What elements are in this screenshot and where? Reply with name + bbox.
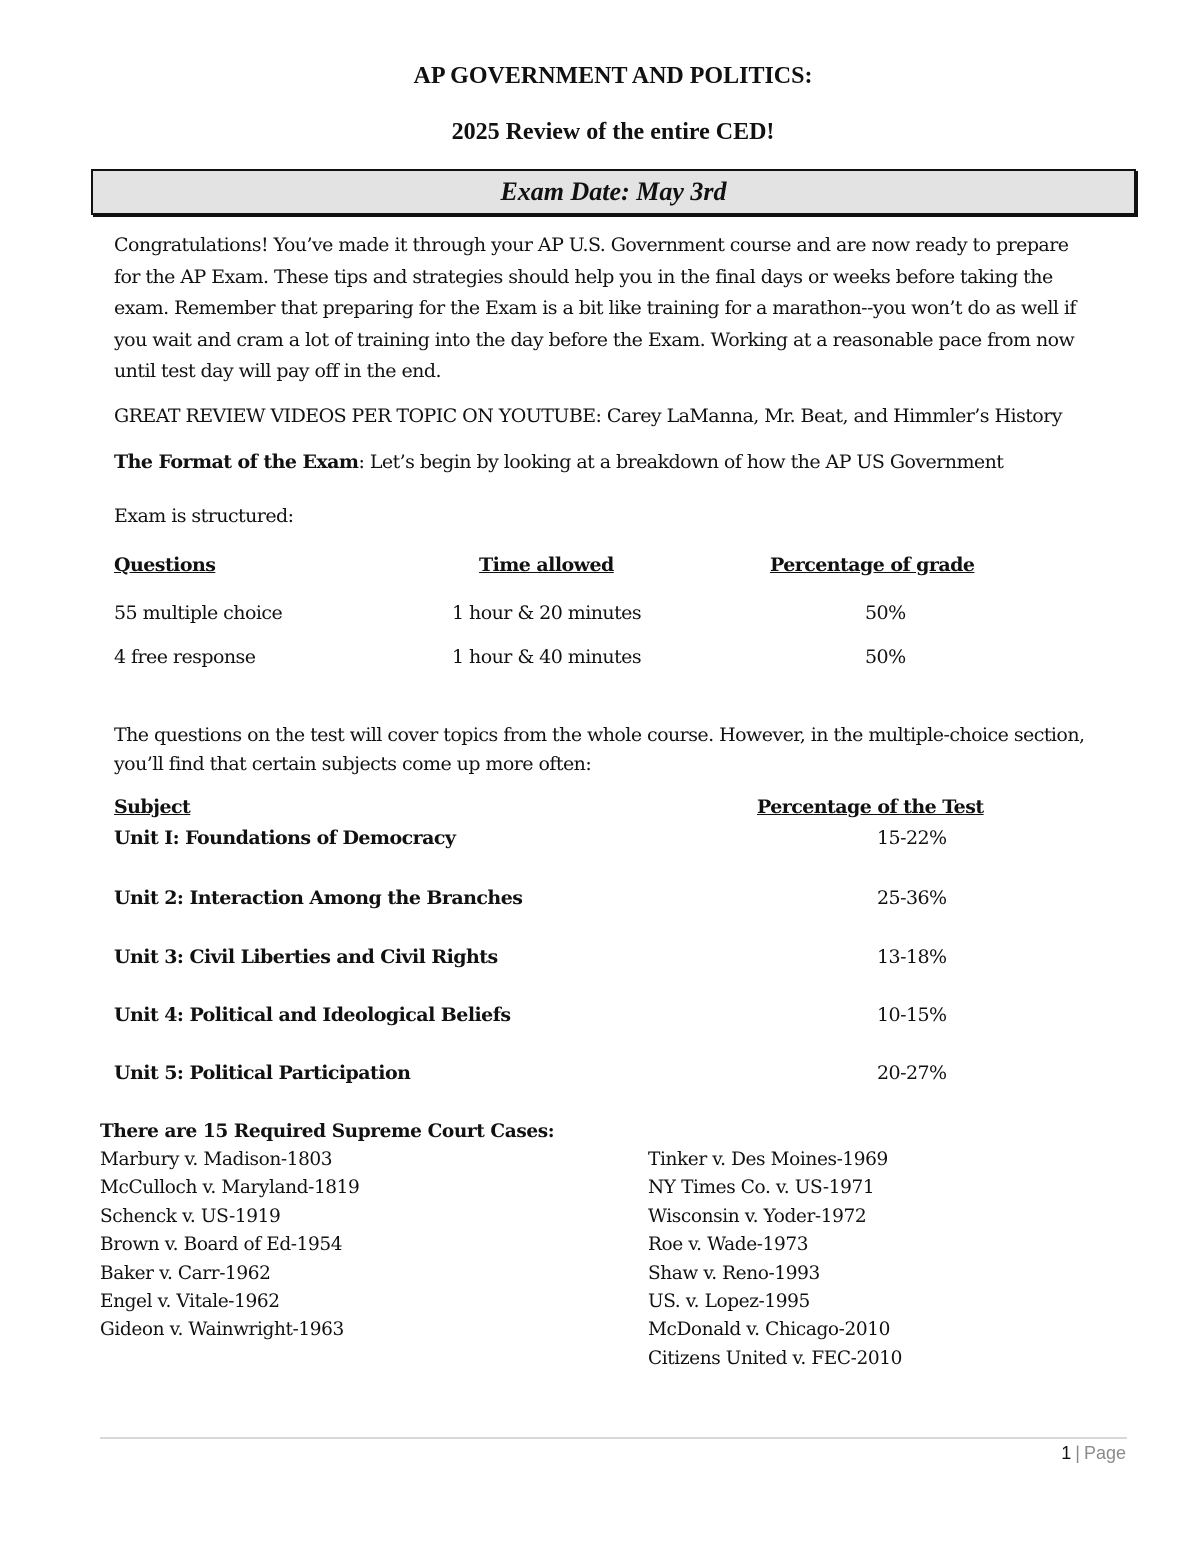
format-line (114, 451, 1003, 473)
exam-date-banner (91, 169, 1136, 215)
case-item: Schenck v. US-1919 (100, 1206, 281, 1227)
case-item: NY Times Co. v. US-1971 (648, 1177, 875, 1198)
topic-percentage: 13-18% (877, 946, 947, 968)
format-label: The Format of the Exam (114, 451, 359, 473)
format-header-questions: Questions (114, 554, 216, 576)
case-item: Baker v. Carr-1962 (100, 1263, 271, 1284)
footer-separator: | (1075, 1443, 1080, 1463)
case-item: Brown v. Board of Ed-1954 (100, 1234, 343, 1255)
case-item: Shaw v. Reno-1993 (648, 1263, 820, 1284)
page-number: 1 (1061, 1443, 1072, 1463)
topics-header-percentage: Percentage of the Test (757, 796, 984, 818)
format-row-percentage: 50% (865, 602, 906, 624)
case-item: Engel v. Vitale-1962 (100, 1291, 280, 1312)
case-item: US. v. Lopez-1995 (648, 1291, 810, 1312)
format-row-time: 1 hour & 40 minutes (452, 646, 642, 668)
footer-divider (100, 1437, 1127, 1439)
format-row-questions: 55 multiple choice (114, 602, 283, 624)
intro-paragraph: Congratulations! You’ve made it through your AP U.S. Government course and are now ready to prepare for the AP Exam. These tips and strategies should help you in the final days or weeks before taking the exam. Remember that preparing for the Exam is a bit like training for a marathon--you won’t do as well if you wait and cram a lot of training into the day before the Exam. Working at a reasonable pace from now until test day will pay off in the end. (114, 234, 1076, 382)
format-row-percentage: 50% (865, 646, 906, 668)
topic-subject: Unit 4: Political and Ideological Beliefs (114, 1004, 511, 1026)
topic-percentage: 10-15% (877, 1004, 947, 1026)
topic-subject: Unit I: Foundations of Democracy (114, 827, 456, 849)
exam-date-text: Exam Date: May 3rd (500, 177, 727, 206)
page-title: AP GOVERNMENT AND POLITICS: (413, 63, 813, 89)
topic-percentage: 25-36% (877, 887, 947, 909)
case-item: Gideon v. Wainwright-1963 (100, 1319, 344, 1340)
topic-subject: Unit 2: Interaction Among the Branches (114, 887, 523, 909)
format-row-time: 1 hour & 20 minutes (452, 602, 642, 624)
case-item: Roe v. Wade-1973 (648, 1234, 809, 1255)
structured-line: Exam is structured: (114, 505, 294, 527)
case-item: McDonald v. Chicago-2010 (648, 1319, 890, 1340)
format-text: : Let’s begin by looking at a breakdown of how the AP US Government (358, 451, 1004, 473)
case-item: McCulloch v. Maryland-1819 (100, 1177, 360, 1198)
review-videos-line: GREAT REVIEW VIDEOS PER TOPIC ON YOUTUBE: Carey LaManna, Mr. Beat, and Himmler’s History (114, 405, 1062, 427)
format-header-time: Time allowed (479, 554, 614, 576)
topics-header-subject: Subject (114, 796, 191, 818)
cases-heading: There are 15 Required Supreme Court Cases: (100, 1121, 555, 1142)
case-item: Marbury v. Madison-1803 (100, 1149, 333, 1170)
case-item: Citizens United v. FEC-2010 (648, 1348, 902, 1369)
page-label: Page (1083, 1443, 1126, 1463)
format-row-questions: 4 free response (114, 646, 256, 668)
topic-percentage: 20-27% (877, 1062, 947, 1084)
page-subtitle: 2025 Review of the entire CED! (451, 119, 775, 145)
topics-paragraph: The questions on the test will cover topics from the whole course. However, in the multiple-choice section, you’ll find that certain subjects come up more often: (114, 724, 1085, 775)
case-item: Tinker v. Des Moines-1969 (648, 1149, 888, 1170)
page-footer (1061, 1443, 1126, 1464)
topic-subject: Unit 5: Political Participation (114, 1062, 411, 1084)
topic-percentage: 15-22% (877, 827, 947, 849)
case-item: Wisconsin v. Yoder-1972 (648, 1206, 867, 1227)
format-header-percentage: Percentage of grade (770, 554, 975, 576)
topic-subject: Unit 3: Civil Liberties and Civil Rights (114, 946, 498, 968)
